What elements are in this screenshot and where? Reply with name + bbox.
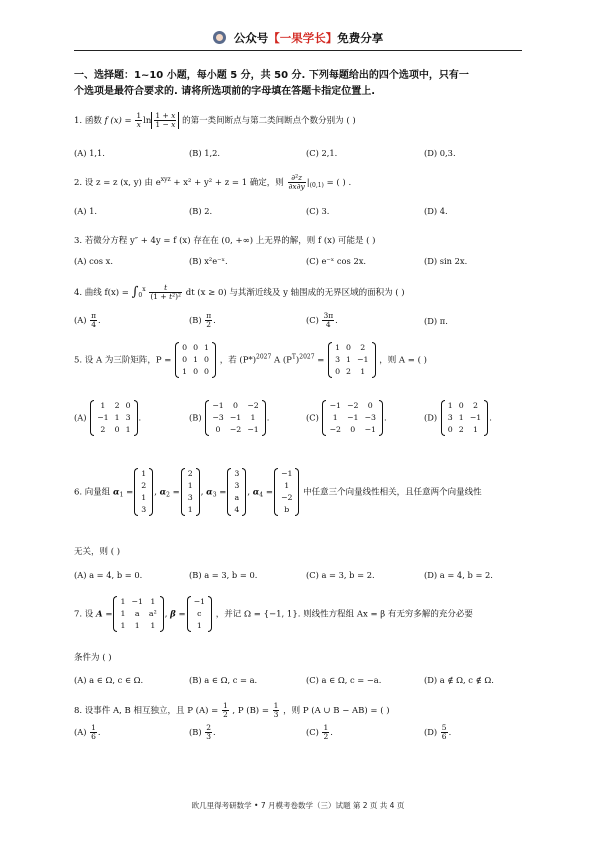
q3-options	[74, 256, 524, 270]
option-b[interactable]: (B) 2.	[189, 206, 213, 216]
matrix-cell: 3	[447, 413, 453, 422]
matrix-cell: 0	[335, 367, 341, 376]
matrix-cell: 1	[150, 621, 156, 630]
matrix-cell: c	[197, 609, 202, 618]
option-b[interactable]: (B) x²e⁻ˣ.	[189, 256, 228, 266]
option-c[interactable]: (C) $\frac{3\pi}{4}$ .	[306, 311, 338, 329]
matrix-cell: 0	[447, 425, 453, 434]
header-rule	[74, 50, 522, 51]
option-d[interactable]: (D) $\frac{5}{6}$ .	[424, 723, 452, 741]
matrix-cell: 1	[284, 481, 290, 490]
matrix-cell: 1	[114, 413, 120, 422]
matrix-cell: −1	[469, 413, 482, 422]
question-5: 5. 设 A 为三阶矩阵，P = 0 0 1 0 1 0 1 0 0 ，若 $(P*)^{2027}$ A $(P^T)^{2027}$ = 1 0 2 3 1 −1 0 2 1 ，则 A = ( )	[74, 343, 427, 376]
question-2: 2. 设 z = z (x, y) 由 $e^{xyz} + x^2 + y^2 + z = 1$ 确定，则 $\frac{\text{∂²z}}{\partial x\partial y}$ $|_{(0,1)}$ = ( ) .	[74, 173, 352, 191]
option-b[interactable]: (B) $\frac{2}{3}$ .	[189, 723, 216, 741]
q2-options	[74, 206, 524, 220]
matrix-cell: a²	[148, 609, 157, 618]
avatar-icon	[213, 31, 226, 44]
matrix-cell: −1	[193, 597, 206, 606]
section-heading	[74, 68, 524, 100]
option-c[interactable]: (C) a = 3, b = 2.	[306, 570, 375, 580]
matrix-cell: 1	[120, 621, 126, 630]
option-a[interactable]: (A) cos x.	[74, 256, 113, 266]
matrix-cell: −1	[280, 469, 293, 478]
option-d[interactable]: (D) 1 0 2 3 1 −1 0 2 1 .	[424, 401, 492, 434]
option-d[interactable]: (D) 0,3.	[424, 148, 456, 158]
matrix-cell: 0	[350, 425, 356, 434]
matrix-cell: a	[134, 609, 140, 618]
matrix-cell: −1	[364, 425, 376, 434]
matrix-cell: 0	[114, 425, 120, 434]
matrix-cell: 0	[367, 401, 373, 410]
option-c[interactable]: (C) e⁻ˣ cos 2x.	[306, 256, 367, 266]
matrix-cell: −1	[346, 413, 359, 422]
q8-options	[74, 724, 524, 746]
q4-options	[74, 312, 524, 332]
option-a[interactable]: (A) $\frac{1}{6}$ .	[74, 723, 101, 741]
page-header	[0, 30, 596, 46]
matrix-cell: 3	[335, 355, 341, 364]
question-6: 6. 向量组 $\alpha_1$ = 1 2 1 3 , $\alpha_2$ = 2 1 3 1 , $\alpha_3$ = 3 3 a 4 , $\alpha_4$ = −1 1 −2 b 中任意三个向量线性相关，且任意两个向量线性	[74, 469, 482, 514]
option-a[interactable]: (A) 1 2 0 −1 1 3 2 0 1 .	[74, 401, 142, 434]
brand-highlight: 【一果学长】	[268, 31, 338, 45]
matrix-cell: 2	[114, 401, 120, 410]
matrix-cell: 0	[215, 425, 221, 434]
matrix-cell: 1	[472, 425, 478, 434]
matrix-cell: 1	[458, 413, 464, 422]
option-a[interactable]: (A) a = 4, b = 0.	[74, 570, 143, 580]
question-8: 8. 设事件 A, B 相互独立，且 P (A) = $\frac{1}{2}$ , P (B) = $\frac{1}{3}$ ，则 P (A ∪ B − AB) = ( )	[74, 701, 390, 719]
q7-options	[74, 675, 524, 689]
option-b[interactable]: (B) −1 0 −2 −3 −1 1 0 −2 −1 .	[189, 401, 270, 434]
matrix-cell: 1	[196, 621, 202, 630]
matrix-cell: −1	[357, 355, 369, 364]
matrix-cell: 0	[232, 401, 238, 410]
q6-options	[74, 570, 524, 584]
matrix-cell: 1	[360, 367, 366, 376]
matrix-cell: 1	[100, 401, 106, 410]
matrix-cell: 1	[182, 367, 188, 376]
matrix-cell: 2	[141, 481, 147, 490]
option-a[interactable]: (A) a ∈ Ω, c ∈ Ω.	[74, 675, 144, 685]
matrix-cell: 3	[234, 481, 240, 490]
matrix-cell: 1	[120, 609, 126, 618]
vector-beta	[187, 596, 213, 632]
fraction: $\frac{1}{x}$	[136, 111, 142, 129]
option-b[interactable]: (B) $\frac{\pi}{2}$ .	[189, 311, 216, 329]
matrix-cell: 1	[332, 413, 338, 422]
option-c[interactable]: (C) a ∈ Ω, c = −a.	[306, 675, 382, 685]
matrix-result	[328, 342, 375, 378]
matrix-cell: 3	[187, 493, 193, 502]
question-7-cont: 条件为 ( )	[74, 653, 112, 663]
matrix-cell: 1	[250, 413, 256, 422]
matrix-cell: 1	[120, 597, 126, 606]
matrix-cell: 0	[204, 355, 210, 364]
matrix-cell: −1	[212, 401, 224, 410]
matrix-cell: 0	[204, 367, 210, 376]
option-a[interactable]: (A) 1.	[74, 206, 98, 216]
matrix-cell: 1	[346, 355, 351, 364]
matrix-cell: 2	[458, 425, 464, 434]
matrix-cell: 2	[472, 401, 478, 410]
q5-options	[74, 400, 524, 460]
option-d[interactable]: (D) π.	[424, 316, 448, 326]
matrix-cell: −2	[280, 493, 293, 502]
matrix-cell: b	[284, 505, 290, 514]
page-footer: 欧几里得考研数学 • 7 月模考卷数学（三）试题 第 2 页 共 4 页	[191, 801, 405, 810]
matrix-cell: 2	[100, 425, 106, 434]
option-d[interactable]: (D) sin 2x.	[424, 256, 468, 266]
option-b[interactable]: (B) a ∈ Ω, c = a.	[189, 675, 258, 685]
matrix-cell: −1	[229, 413, 242, 422]
matrix-cell: 0	[193, 343, 199, 352]
matrix-cell: −3	[364, 413, 376, 422]
matrix-cell: 0	[125, 401, 131, 410]
question-4: 4. 曲线 $f(x) = \int_0^x$ $\frac{t}{\text{(1 + t²)²}}$ dt (x ≥ 0) 与其渐近线及 y 轴围成的无界区域的面积为 ( )	[74, 283, 405, 301]
matrix-cell: −2	[329, 425, 341, 434]
matrix-cell: 1	[187, 505, 193, 514]
matrix-cell: 3	[234, 469, 240, 478]
brand-prefix: 公众号	[233, 31, 269, 45]
section-line-1: 一、选择题：1~10 小题，每小题 5 分，共 50 分. 下列每题给出的四个选项中，只有一	[74, 70, 469, 81]
matrix-cell: 3	[125, 413, 131, 422]
matrix-cell: a	[234, 493, 240, 502]
option-a[interactable]: (A) $\frac{\pi}{4}$ .	[74, 311, 101, 329]
matrix-cell: 2	[187, 469, 193, 478]
abs-bars: $\frac{1 + x}{1 - x}$	[151, 112, 179, 129]
matrix-cell: 0	[182, 355, 188, 364]
matrix-cell: 1	[187, 481, 193, 490]
brand-suffix: 免费分享	[337, 31, 384, 45]
matrix-cell: 4	[234, 505, 240, 514]
matrix-cell: 1	[335, 343, 341, 352]
option-c[interactable]: (C) 2,1.	[306, 148, 338, 158]
matrix-p	[175, 342, 216, 378]
matrix-cell: −2	[346, 401, 359, 410]
matrix-cell: 1	[447, 401, 453, 410]
option-a[interactable]: (A) 1,1.	[74, 148, 105, 158]
matrix-cell: −2	[229, 425, 242, 434]
matrix-cell: −1	[329, 401, 341, 410]
matrix-cell: 2	[360, 343, 366, 352]
matrix-cell: 2	[346, 367, 351, 376]
matrix-cell: 1	[134, 621, 140, 630]
option-c[interactable]: (C) −1 −2 0 1 −1 −3 −2 0 −1 .	[306, 401, 387, 434]
option-d[interactable]: (D) 4.	[424, 206, 448, 216]
matrix-cell: 1	[193, 355, 199, 364]
matrix-cell: −1	[131, 597, 143, 606]
option-d[interactable]: (D) a ∉ Ω, c ∉ Ω.	[424, 675, 494, 685]
option-c[interactable]: (C) $\frac{1}{2}$ .	[306, 723, 333, 741]
matrix-cell: 0	[193, 367, 199, 376]
matrix-cell: 0	[458, 401, 464, 410]
matrix-cell: −2	[247, 401, 259, 410]
matrix-cell: 0	[182, 343, 188, 352]
matrix-cell: 1	[141, 469, 147, 478]
matrix-cell: −1	[247, 425, 259, 434]
matrix-cell: −3	[212, 413, 224, 422]
question-7: 7. 设 A = 1 −1 1 1 a a² 1 1 1 , β = −1 c 1 ，并记 Ω = {−1, 1}. 则线性方程组 Ax = β 有无穷多解的充分必要	[74, 597, 473, 630]
question-1: 1. 函数 f (x) = $\frac{1}{x}$ ln $\frac{1 + x}{1 - x}$ 的第一类间断点与第二类间断点个数分别为 ( )	[74, 111, 356, 129]
matrix-cell: 1	[141, 493, 147, 502]
option-b[interactable]: (B) 1,2.	[189, 148, 221, 158]
section-line-2: 个选项是最符合要求的. 请将所选项前的字母填在答题卡指定位置上.	[74, 86, 376, 97]
option-c[interactable]: (C) 3.	[306, 206, 330, 216]
matrix-cell: −1	[97, 413, 109, 422]
matrix-cell: 1	[150, 597, 156, 606]
matrix-cell: 0	[346, 343, 351, 352]
q1-options	[74, 148, 524, 162]
option-b[interactable]: (B) a = 3, b = 0.	[189, 570, 258, 580]
matrix-cell: 1	[125, 425, 131, 434]
matrix-cell: 1	[204, 343, 210, 352]
matrix-cell: 3	[141, 505, 147, 514]
question-3: 3. 若微分方程 y″ + 4y = f (x) 存在在 (0, +∞) 上无界的解，则 f (x) 可能是 ( )	[74, 236, 376, 246]
option-d[interactable]: (D) a = 4, b = 2.	[424, 570, 493, 580]
question-6-cont: 无关，则 ( )	[74, 547, 121, 557]
matrix-a	[113, 596, 163, 632]
